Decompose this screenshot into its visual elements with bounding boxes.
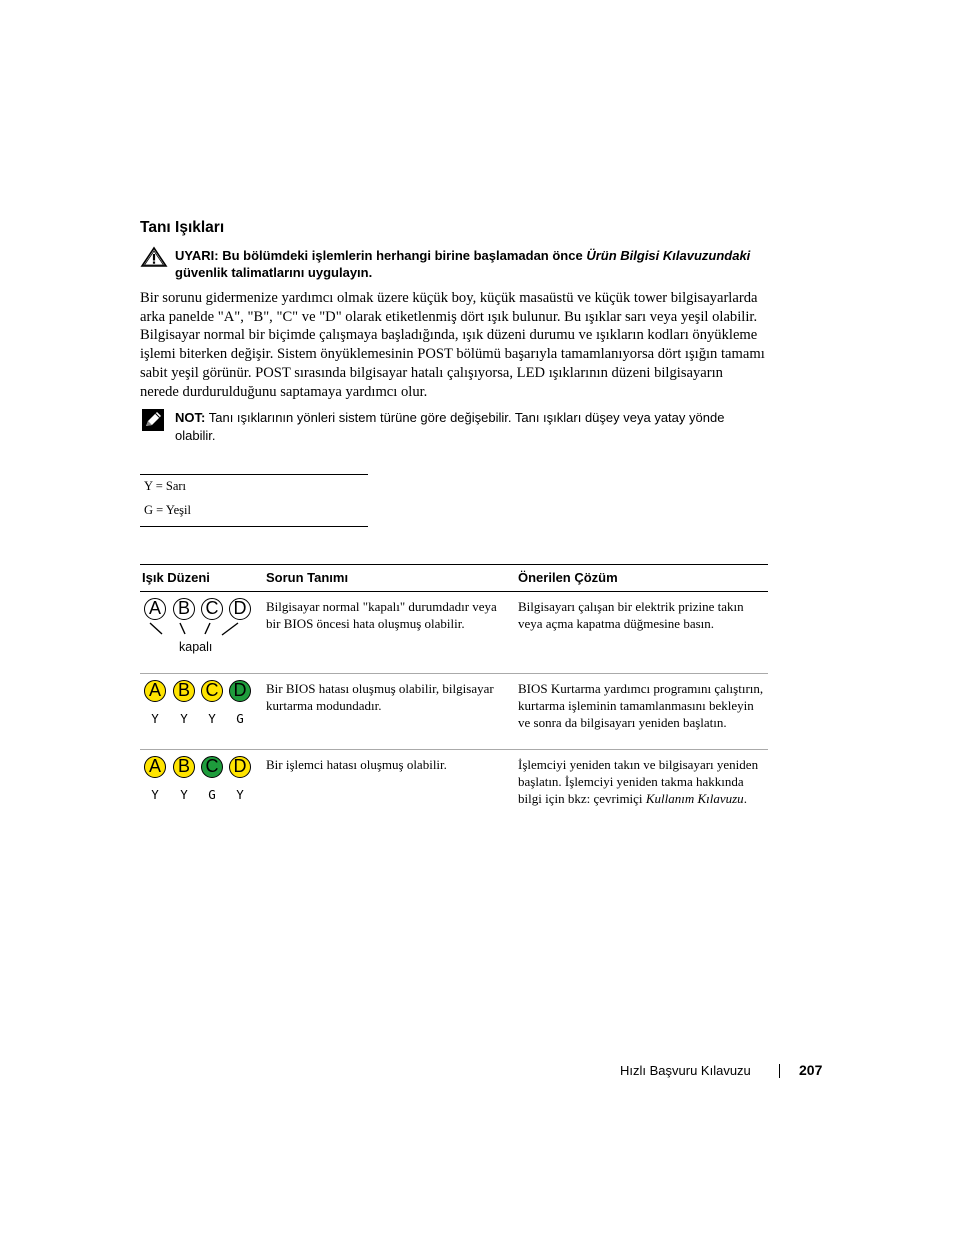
light-a: A [144,680,166,702]
light-c: C [201,598,223,620]
header-light-pattern: Işık Düzeni [142,570,210,585]
problem-text: Bilgisayar normal "kapalı" durumdadır veya bir BIOS öncesi hata oluşmuş olabilir. [266,599,497,631]
off-label: kapalı [179,640,213,654]
light-pattern-yygy [142,756,252,802]
table-header [140,565,768,592]
light-c: C [201,680,223,702]
code-d: Y [236,787,244,802]
code-b: Y [180,787,188,802]
light-pattern-off [142,598,252,654]
warning-triangle-icon [140,246,168,273]
light-c: C [201,756,223,778]
code-d: G [236,711,244,726]
light-b: B [173,680,195,702]
section-title: Tanı Işıkları [140,219,225,236]
table-row [140,592,768,674]
header-solution: Önerilen Çözüm [518,570,618,585]
solution-text: Bilgisayarı çalışan bir elektrik prizine takın veya açma kapatma düğmesine basın. [518,599,744,631]
light-d: D [229,598,251,620]
light-b: B [173,598,195,620]
diagnostic-lights-table [140,564,768,830]
solution-italic-ref: Kullanım Kılavuzu [645,791,744,806]
table-row [140,750,768,830]
light-pattern-yyyg [142,680,252,726]
table-row [140,674,768,750]
code-c: Y [208,711,216,726]
light-b: B [173,756,195,778]
warning-text [175,247,765,281]
light-d: D [229,680,251,702]
note-body: Tanı ışıklarının yönleri sistem türüne göre değişebilir. Tanı ışıkları düşey veya yatay yönde olabilir. [175,410,725,443]
warning-text-part2: güvenlik talimatlarını uygulayın. [175,265,373,280]
legend-green: G = Yeşil [144,503,191,517]
header-problem: Sorun Tanımı [266,570,349,585]
light-a: A [144,598,166,620]
legend-table [140,474,368,527]
footer-title: Hızlı Başvuru Kılavuzu [620,1063,751,1078]
warning-text-part1: Bu bölümdeki işlemlerin herhangi birine başlamadan önce [222,248,583,263]
code-b: Y [180,711,188,726]
footer-divider [779,1064,780,1078]
solution-text: BIOS Kurtarma yardımcı programını çalıştırın, kurtarma işleminin tamamlanmasını bekleyin ve sonra da bilgisayarı yeniden başlatın. [518,681,764,730]
body-paragraph: Bir sorunu gidermenize yardımcı olmak üzere küçük boy, küçük masaüstü ve küçük tower bilgisayarlarda arka panelde "A", "B", "C" ve "D" olarak etiketlenmiş dört ışık bulunur. Bu ışıklar sarı veya yeşil olabilir. Bilgisayar normal bir biçimde çalışmaya başladığında, ışık düzeni durumu ve ışıkların kodları önyükleme işlemi biterken değişir. Sistem önyüklemesinin POST bölümü başarıyla tamamlanıyorsa dört ışığın tamamı sabit yeşil görünür. POST sırasında bilgisayar hatalı çalışıyorsa, LED ışıklarının düzeni bilgisayarın nerede durdurulduğunu saptamaya yardımcı olur. [140,290,765,400]
problem-text: Bir işlemci hatası oluşmuş olabilir. [266,757,447,772]
legend-yellow: Y = Sarı [144,479,186,493]
note-text [175,409,765,445]
code-a: Y [151,787,159,802]
solution-text [518,756,768,807]
warning-label: UYARI: [175,248,219,263]
page-number: 207 [799,1062,823,1078]
note-label: NOT: [175,410,206,425]
problem-text: Bir BIOS hatası oluşmuş olabilir, bilgisayar kurtarma modundadır. [266,681,494,713]
code-a: Y [151,711,159,726]
light-a: A [144,756,166,778]
code-c: G [208,787,216,802]
warning-italic-ref: Ürün Bilgisi Kılavuzundaki [586,248,751,263]
solution-text-main: İşlemciyi yeniden takın ve bilgisayarı yeniden başlatın. İşlemciyi yeniden takma hakkında bilgi için bkz: çevrimiçi [518,757,759,806]
light-d: D [229,756,251,778]
note-pencil-icon [142,409,164,436]
solution-end: . [743,791,747,806]
